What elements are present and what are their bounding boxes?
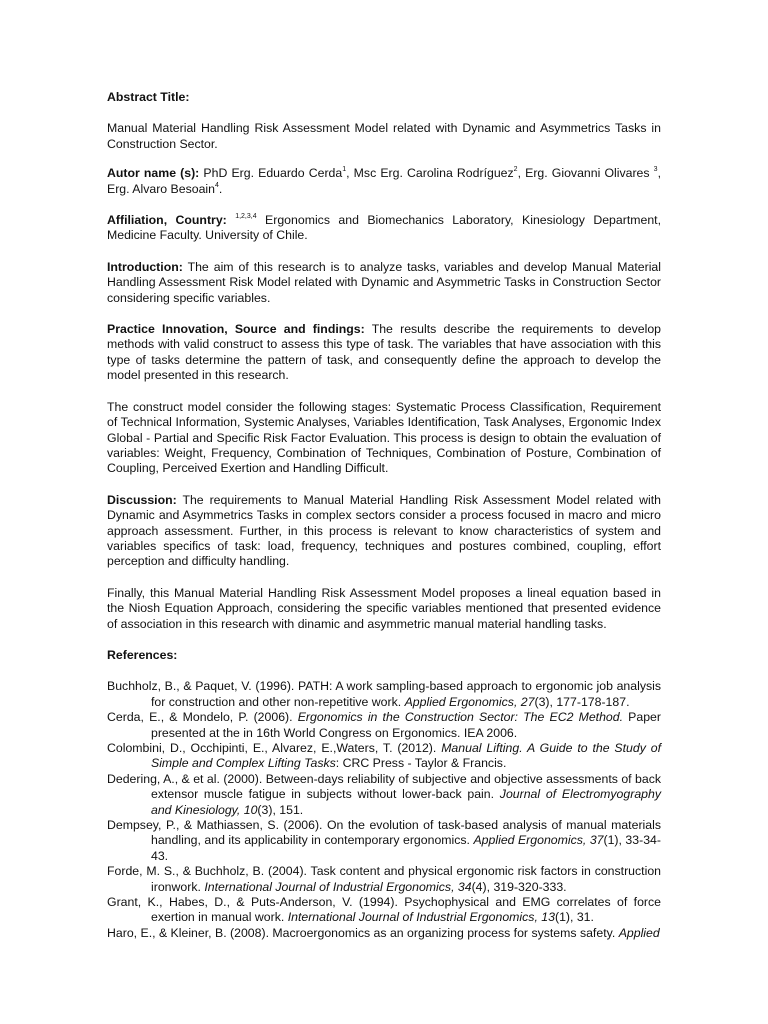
affiliation-text: Ergonomics and Biomechanics Laboratory, Kinesiology Department, Medicine Faculty. University of Chile. [107,213,661,243]
practice-label: Practice Innovation, Source and findings: [107,322,365,337]
practice-paragraph [107,322,661,384]
introduction-label: Introduction: [107,259,183,274]
reference-item: Dempsey, P., & Mathiassen, S. (2006). On the evolution of task-based analysis of manual materials handling, and its applicability in contemporary ergonomics. Applied Ergonomics, 37(1), 33-34-43. [107,818,661,863]
reference-item: Colombini, D., Occhipinti, E., Alvarez, E.,Waters, T. (2012). Manual Lifting. A Guide to the Study of Simple and Complex Lifting Tasks: CRC Press - Taylor & Francis. [107,741,661,771]
authors-paragraph [107,166,661,197]
discussion-text: The requirements to Manual Material Handling Risk Assessment Model related with Dynamic and Asymmetrics Tasks in complex sectors consider a process focused in macro and micro approach assessment. Further, in this process is relevant to know characteristics of system and variables specifics of task: load, frequency, techniques and postures combined, coupling, effort perception and difficulty handling. [107,492,661,569]
author-3-sup: 3 [653,166,658,174]
introduction-paragraph [107,260,661,306]
reference-item: Forde, M. S., & Buchholz, B. (2004). Task content and physical ergonomic risk factors in construction ironwork. International Journal of Industrial Ergonomics, 34(4), 319-320-333. [107,864,661,894]
affiliation-label: Affiliation, Country: [107,213,227,228]
introduction-text: The aim of this research is to analyze tasks, variables and develop Manual Material Handling Assessment Risk Model related with Dynamic and Asymmetric Tasks in Construction Sector considering specific variables. [107,259,661,305]
reference-item: Grant, K., Habes, D., & Puts-Anderson, V. (1994). Psychophysical and EMG correlates of force exertion in manual work. International Journal of Industrial Ergonomics, 13(1), 31. [107,895,661,925]
author-3: , Erg. Giovanni Olivares [517,166,654,181]
affiliation-sup: 1,2,3,4 [235,213,257,221]
affiliation-paragraph [107,213,661,244]
discussion-paragraph [107,493,661,570]
authors-end: . [218,181,223,196]
references-list [107,679,661,941]
author-4-sup: 4 [215,181,219,189]
reference-item: Dedering, A., & et al. (2000). Between-days reliability of subjective and objective assessments of back extensor muscle fatigue in subjects without lower-back pain. Journal of Electromyography and Kinesiology, 10(3), 151. [107,771,661,817]
finally-paragraph: Finally, this Manual Material Handling Risk Assessment Model proposes a lineal equation based in the Niosh Equation Approach, considering the specific variables mentioned that presented evidence of association in this research with dinamic and asymmetric manual material handling tasks. [107,585,661,631]
abstract-title-label: Abstract Title: [107,90,190,104]
discussion-label: Discussion: [107,492,177,507]
reference-item: Cerda, E., & Mondelo, P. (2006). Ergonomics in the Construction Sector: The EC2 Method. Paper presented at the in 16th World Congress on Ergonomics. IEA 2006. [107,710,661,740]
references-label: References: [107,647,178,662]
author-1-sup: 1 [342,166,347,174]
author-1: PhD Erg. Eduardo Cerda [199,166,343,181]
practice-text: The results describe the requirements to develop methods with valid construct to assess this type of task. The variables that have association with this type of tasks determine the pattern of task, and consequently define the approach to develop the model presented in this research. [107,322,661,383]
abstract-title-text: Manual Material Handling Risk Assessment Model related with Dynamic and Asymmetrics Tasks in Construction Sector. [107,121,661,151]
authors-label: Autor name (s): [107,166,200,181]
author-2: , Msc Erg. Carolina Rodríguez [346,166,514,181]
reference-item: Haro, E., & Kleiner, B. (2008). Macroergonomics as an organizing process for systems safety. Applied [107,925,660,940]
author-2-sup: 2 [513,166,518,174]
author-4: , Erg. Alvaro Besoain [107,166,661,196]
construct-paragraph: The construct model consider the following stages: Systematic Process Classification, Requirement of Technical Information, Systemic Analyses, Variables Identification, Task Analyses, Ergonomic Index Global - Partial and Specific Risk Factor Evaluation. This process is design to obtain the evaluation of variables: Weight, Frequency, Combination of Techniques, Combination of Posture, Combination of Coupling, Perceived Exertion and Handling Difficult. [107,399,661,476]
reference-item: Buchholz, B., & Paquet, V. (1996). PATH: A work sampling-based approach to ergonomic job analysis for construction and other non-repetitive work. Applied Ergonomics, 27(3), 177-178-187. [107,679,661,709]
